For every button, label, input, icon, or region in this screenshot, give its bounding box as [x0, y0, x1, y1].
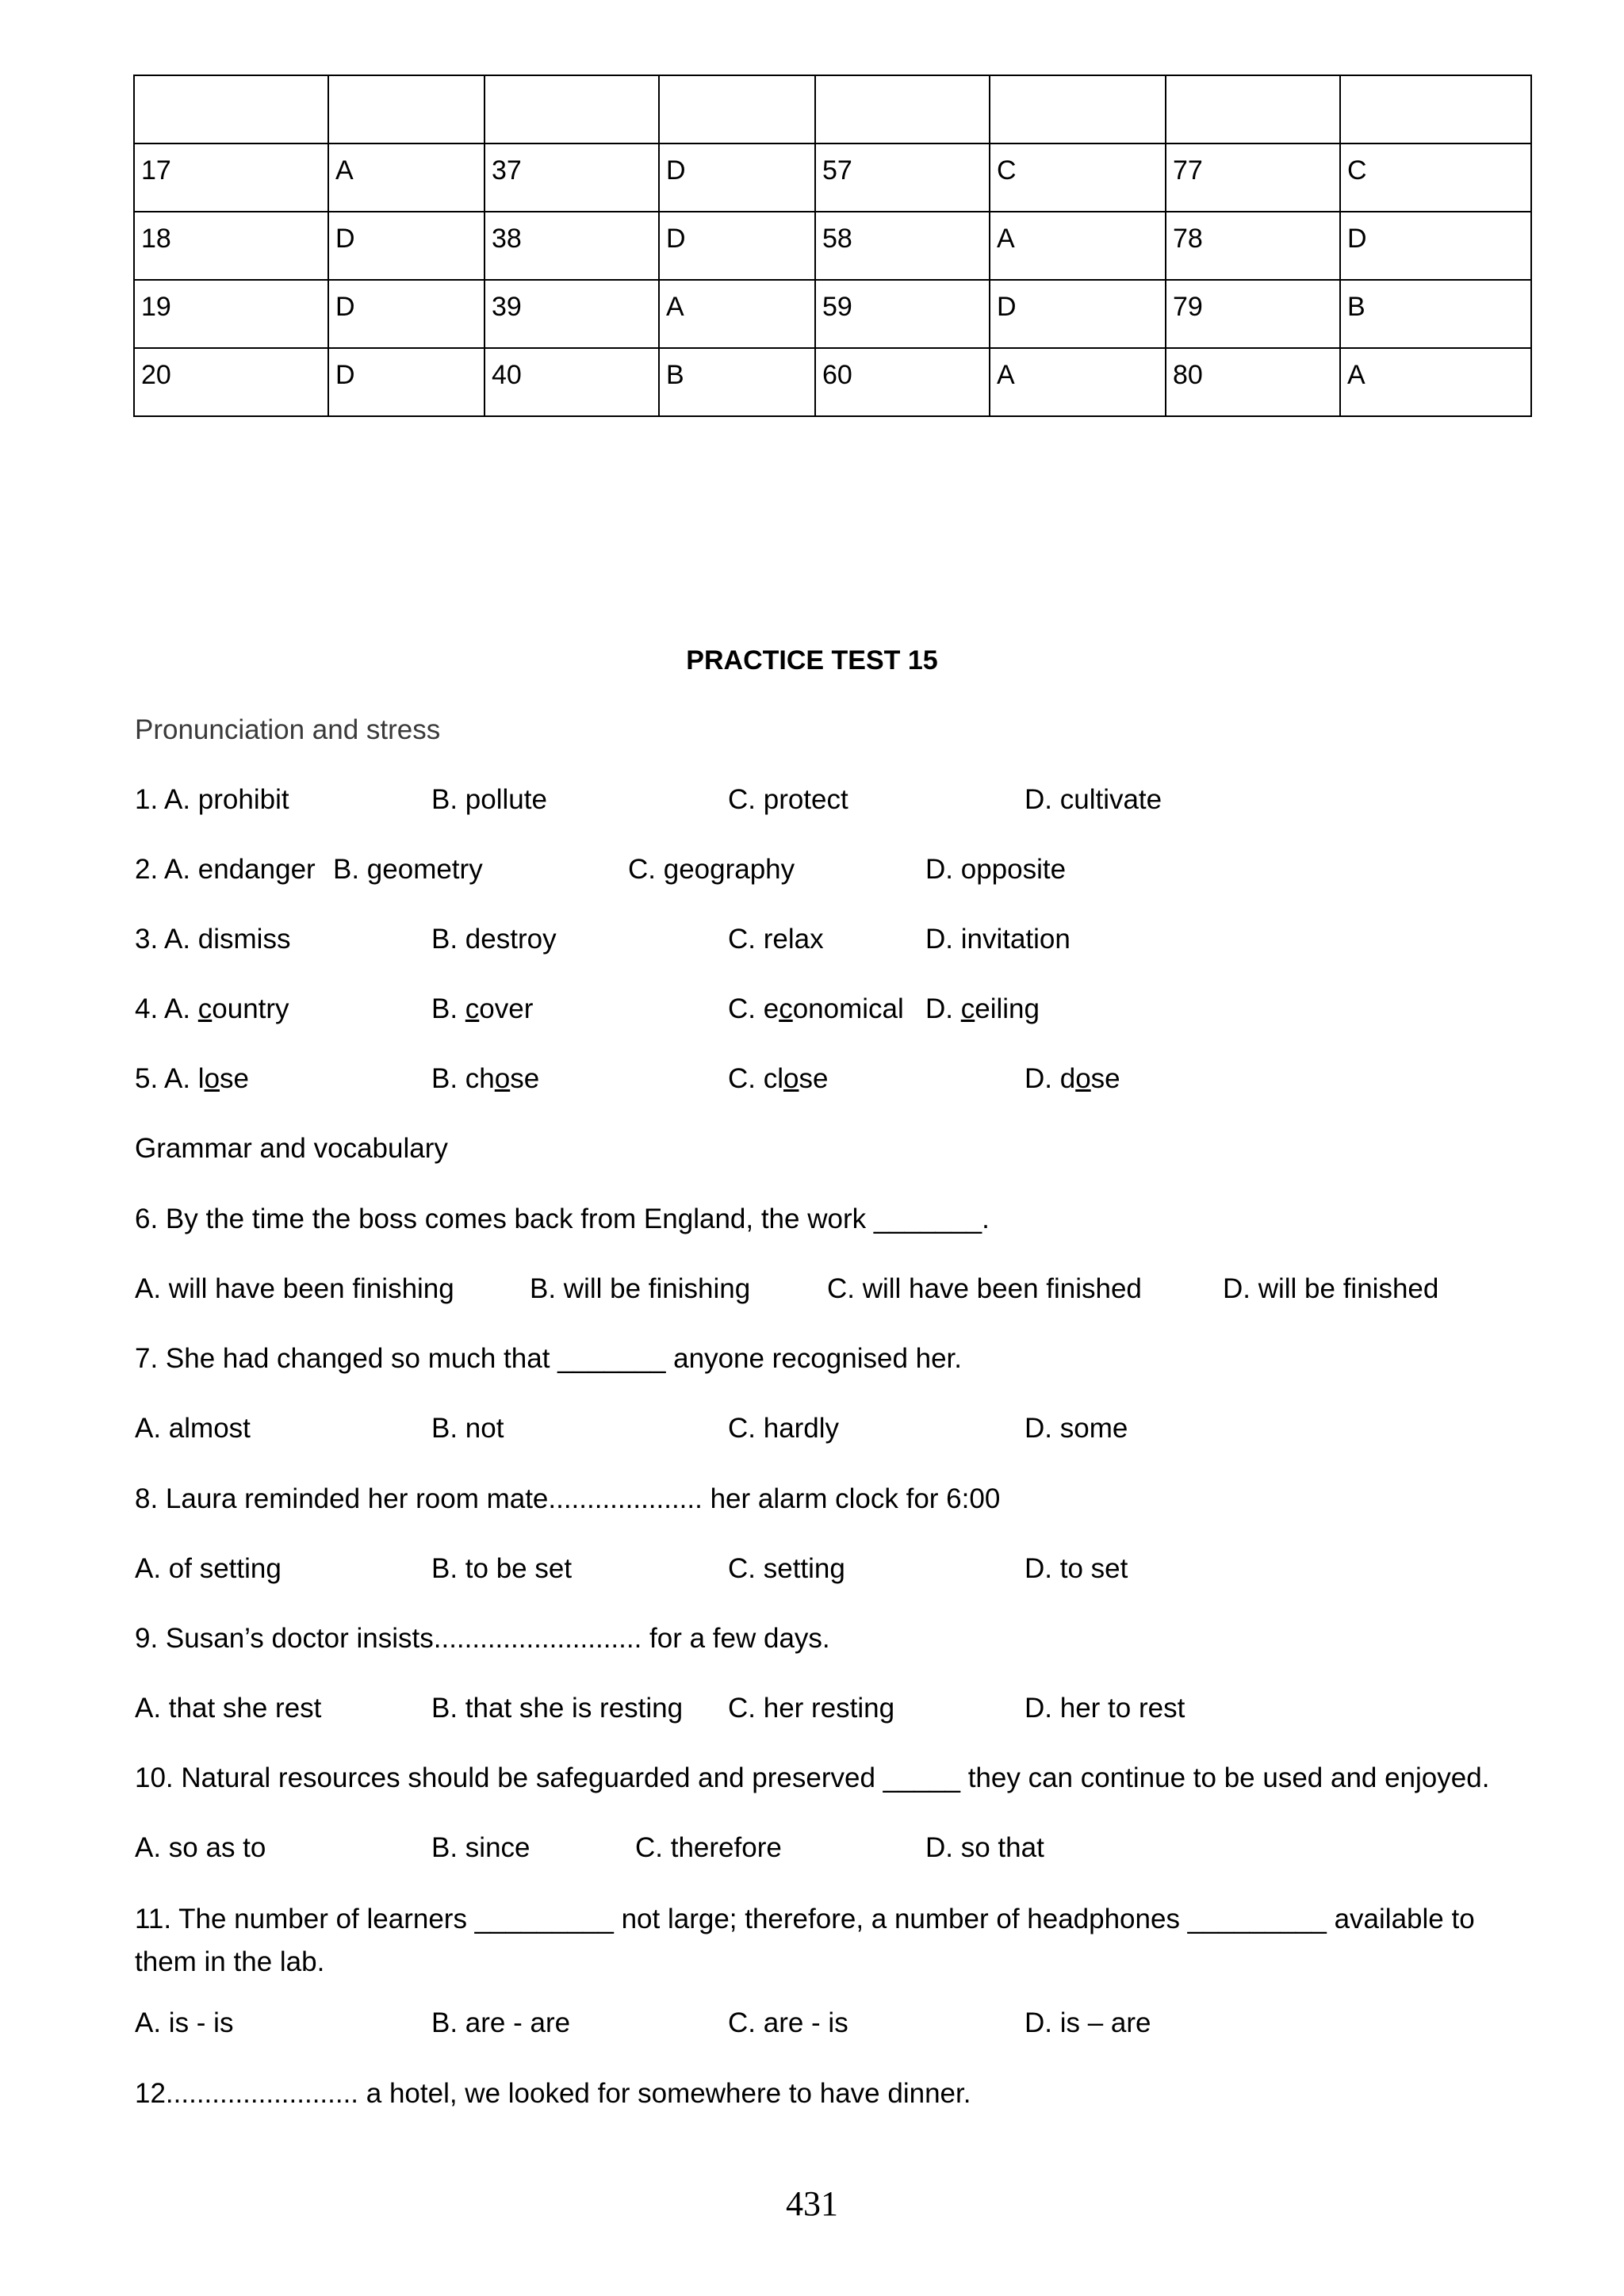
table-cell: D [328, 280, 485, 348]
table-cell [990, 75, 1166, 144]
q6-option-c: C. will have been finished [827, 1273, 1142, 1304]
table-cell: 60 [815, 348, 990, 416]
section-heading-grammar: Grammar and vocabulary [135, 1133, 448, 1164]
table-row [134, 212, 1531, 280]
q1-option-a: 1. A. prohibit [135, 784, 289, 815]
q8-stem: 8. Laura reminded her room mate.................... her alarm clock for 6:00 [135, 1483, 1001, 1514]
q1-option-c: C. protect [728, 784, 848, 815]
table-cell [1166, 75, 1340, 144]
table-cell: 18 [134, 212, 328, 280]
table-cell: 80 [1166, 348, 1340, 416]
q11-option-c: C. are - is [728, 2007, 848, 2038]
table-cell: C [990, 144, 1166, 212]
table-cell: 20 [134, 348, 328, 416]
table-cell: 77 [1166, 144, 1340, 212]
q6-option-a: A. will have been finishing [135, 1273, 454, 1304]
q8-option-d: D. to set [1025, 1553, 1128, 1584]
q10-option-a: A. so as to [135, 1832, 266, 1863]
table-cell: 37 [485, 144, 659, 212]
table-cell: 38 [485, 212, 659, 280]
table-cell: A [1340, 348, 1531, 416]
q1-option-b: B. pollute [431, 784, 547, 815]
q6-option-b: B. will be finishing [530, 1273, 751, 1304]
table-cell: B [1340, 280, 1531, 348]
table-cell: 19 [134, 280, 328, 348]
table-row [134, 280, 1531, 348]
q7-option-d: D. some [1025, 1413, 1128, 1444]
q3-option-c: C. relax [728, 924, 824, 955]
q9-option-a: A. that she rest [135, 1693, 322, 1724]
q11-stem: 11. The number of learners _________ not large; therefore, a number of headphones _________ available to them in the lab. [135, 1904, 1475, 1977]
table-cell [485, 75, 659, 144]
table-cell: D [659, 212, 815, 280]
table-cell: D [659, 144, 815, 212]
q11-option-b: B. are - are [431, 2007, 571, 2038]
q10-stem: 10. Natural resources should be safeguarded and preserved _____ they can continue to be used and enjoyed. [135, 1762, 1490, 1793]
q2-option-c: C. geography [628, 854, 795, 885]
table-row [134, 75, 1531, 144]
table-cell: A [990, 212, 1166, 280]
table-cell: 40 [485, 348, 659, 416]
q4-option-d: D. ceiling [925, 993, 1040, 1024]
table-cell: 57 [815, 144, 990, 212]
table-cell: D [328, 212, 485, 280]
q12-stem: 12......................... a hotel, we looked for somewhere to have dinner. [135, 2078, 971, 2109]
q8-option-c: C. setting [728, 1553, 845, 1584]
q9-stem: 9. Susan’s doctor insists........................... for a few days. [135, 1623, 830, 1654]
q10-option-d: D. so that [925, 1832, 1044, 1863]
table-row [134, 144, 1531, 212]
q8-option-b: B. to be set [431, 1553, 573, 1584]
answer-key-table [133, 75, 1532, 417]
table-cell: 17 [134, 144, 328, 212]
q2-option-d: D. opposite [925, 854, 1067, 885]
table-cell: B [659, 348, 815, 416]
q4-option-a: 4. A. country [135, 993, 289, 1024]
q11-option-a: A. is - is [135, 2007, 234, 2038]
q6-stem: 6. By the time the boss comes back from England, the work _______. [135, 1203, 990, 1234]
q4-option-b: B. cover [431, 993, 534, 1024]
table-cell: A [659, 280, 815, 348]
table-cell [815, 75, 990, 144]
table-cell [328, 75, 485, 144]
table-cell: A [990, 348, 1166, 416]
q8-option-a: A. of setting [135, 1553, 282, 1584]
q5-option-c: C. close [728, 1063, 829, 1094]
table-cell [659, 75, 815, 144]
table-cell: C [1340, 144, 1531, 212]
q5-option-a: 5. A. lose [135, 1063, 249, 1094]
table-cell: A [328, 144, 485, 212]
q10-option-c: C. therefore [635, 1832, 782, 1863]
q7-option-b: B. not [431, 1413, 504, 1444]
q11-option-d: D. is – are [1025, 2007, 1151, 2038]
q7-option-c: C. hardly [728, 1413, 840, 1444]
q7-stem: 7. She had changed so much that _______ anyone recognised her. [135, 1343, 963, 1374]
q2-option-a: 2. A. endanger [135, 854, 316, 885]
q2-option-b: B. geometry [333, 854, 483, 885]
table-cell [134, 75, 328, 144]
q5-option-d: D. dose [1025, 1063, 1120, 1094]
table-cell [1340, 75, 1531, 144]
table-row [134, 348, 1531, 416]
table-cell: 58 [815, 212, 990, 280]
table-cell: D [1340, 212, 1531, 280]
q9-option-b: B. that she is resting [431, 1693, 684, 1724]
table-cell: D [990, 280, 1166, 348]
q7-option-a: A. almost [135, 1413, 251, 1444]
q1-option-d: D. cultivate [1025, 784, 1162, 815]
table-cell: 78 [1166, 212, 1340, 280]
table-cell: 79 [1166, 280, 1340, 348]
page-number: 431 [786, 2184, 838, 2223]
q3-option-b: B. destroy [431, 924, 557, 955]
q9-option-d: D. her to rest [1025, 1693, 1185, 1724]
table-cell: 39 [485, 280, 659, 348]
q5-option-b: B. chose [431, 1063, 540, 1094]
q9-option-c: C. her resting [728, 1693, 895, 1724]
test-title: PRACTICE TEST 15 [686, 645, 938, 675]
section-heading-pronunciation: Pronunciation and stress [135, 714, 441, 745]
q6-option-d: D. will be finished [1223, 1273, 1439, 1304]
q3-option-a: 3. A. dismiss [135, 924, 291, 955]
q3-option-d: D. invitation [925, 924, 1071, 955]
table-cell: 59 [815, 280, 990, 348]
table-cell: D [328, 348, 485, 416]
q4-option-c: C. economical [728, 993, 904, 1024]
q10-option-b: B. since [431, 1832, 530, 1863]
